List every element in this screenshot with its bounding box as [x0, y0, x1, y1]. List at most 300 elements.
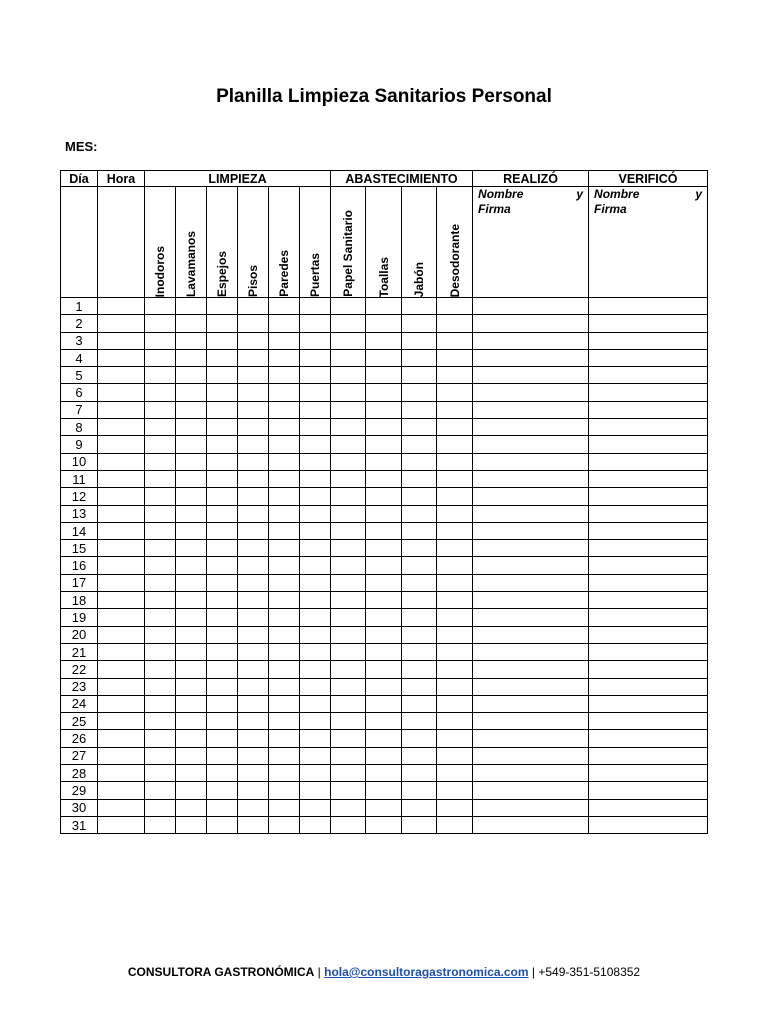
table-cell[interactable]	[331, 453, 366, 470]
table-cell[interactable]	[473, 505, 589, 522]
table-cell[interactable]	[207, 626, 238, 643]
table-cell[interactable]	[269, 557, 300, 574]
table-cell[interactable]	[145, 522, 176, 539]
table-cell[interactable]	[145, 384, 176, 401]
table-cell[interactable]	[589, 609, 708, 626]
table-cell[interactable]	[331, 522, 366, 539]
table-cell[interactable]	[238, 522, 269, 539]
table-cell[interactable]	[145, 505, 176, 522]
table-cell[interactable]	[402, 540, 437, 557]
table-cell[interactable]	[402, 367, 437, 384]
table-cell[interactable]	[269, 367, 300, 384]
footer-email-link[interactable]: hola@consultoragastronomica.com	[324, 965, 529, 979]
table-cell[interactable]	[437, 799, 473, 816]
table-cell[interactable]	[207, 298, 238, 315]
table-cell[interactable]	[145, 540, 176, 557]
table-cell[interactable]	[402, 782, 437, 799]
table-cell[interactable]	[145, 661, 176, 678]
table-cell[interactable]	[300, 765, 331, 782]
table-cell[interactable]	[366, 557, 402, 574]
table-cell[interactable]	[98, 695, 145, 712]
table-cell[interactable]	[98, 470, 145, 487]
table-cell[interactable]	[589, 713, 708, 730]
table-cell[interactable]	[145, 349, 176, 366]
table-cell[interactable]	[269, 470, 300, 487]
table-cell[interactable]	[145, 419, 176, 436]
table-cell[interactable]	[98, 401, 145, 418]
table-cell[interactable]	[207, 609, 238, 626]
table-cell[interactable]	[238, 557, 269, 574]
table-cell[interactable]	[176, 332, 207, 349]
table-cell[interactable]	[331, 730, 366, 747]
table-cell[interactable]	[207, 332, 238, 349]
table-cell[interactable]	[269, 540, 300, 557]
table-cell[interactable]	[402, 470, 437, 487]
table-cell[interactable]	[331, 488, 366, 505]
table-cell[interactable]	[331, 661, 366, 678]
table-cell[interactable]	[300, 315, 331, 332]
table-cell[interactable]	[98, 730, 145, 747]
table-cell[interactable]	[98, 747, 145, 764]
table-cell[interactable]	[402, 713, 437, 730]
table-cell[interactable]	[300, 747, 331, 764]
table-cell[interactable]	[437, 332, 473, 349]
table-cell[interactable]	[473, 298, 589, 315]
table-cell[interactable]	[473, 661, 589, 678]
table-cell[interactable]	[402, 505, 437, 522]
table-cell[interactable]	[473, 332, 589, 349]
table-cell[interactable]	[473, 367, 589, 384]
table-cell[interactable]	[366, 592, 402, 609]
table-cell[interactable]	[300, 661, 331, 678]
table-cell[interactable]	[300, 592, 331, 609]
table-cell[interactable]	[437, 782, 473, 799]
table-cell[interactable]	[589, 592, 708, 609]
table-cell[interactable]	[98, 349, 145, 366]
table-cell[interactable]	[207, 470, 238, 487]
table-cell[interactable]	[402, 349, 437, 366]
table-cell[interactable]	[98, 557, 145, 574]
table-cell[interactable]	[366, 574, 402, 591]
table-cell[interactable]	[437, 349, 473, 366]
table-cell[interactable]	[473, 592, 589, 609]
table-cell[interactable]	[300, 643, 331, 660]
table-cell[interactable]	[331, 436, 366, 453]
table-cell[interactable]	[300, 730, 331, 747]
table-cell[interactable]	[176, 713, 207, 730]
table-cell[interactable]	[98, 574, 145, 591]
table-cell[interactable]	[402, 816, 437, 833]
table-cell[interactable]	[207, 678, 238, 695]
table-cell[interactable]	[331, 747, 366, 764]
table-cell[interactable]	[589, 730, 708, 747]
table-cell[interactable]	[331, 765, 366, 782]
table-cell[interactable]	[402, 661, 437, 678]
table-cell[interactable]	[589, 626, 708, 643]
table-cell[interactable]	[402, 332, 437, 349]
table-cell[interactable]	[437, 505, 473, 522]
table-cell[interactable]	[402, 695, 437, 712]
table-cell[interactable]	[473, 782, 589, 799]
table-cell[interactable]	[437, 609, 473, 626]
table-cell[interactable]	[366, 765, 402, 782]
table-cell[interactable]	[300, 436, 331, 453]
table-cell[interactable]	[176, 557, 207, 574]
table-cell[interactable]	[269, 609, 300, 626]
table-cell[interactable]	[145, 643, 176, 660]
table-cell[interactable]	[269, 384, 300, 401]
table-cell[interactable]	[437, 384, 473, 401]
table-cell[interactable]	[331, 298, 366, 315]
table-cell[interactable]	[269, 661, 300, 678]
table-cell[interactable]	[98, 765, 145, 782]
table-cell[interactable]	[300, 695, 331, 712]
table-cell[interactable]	[145, 678, 176, 695]
table-cell[interactable]	[437, 643, 473, 660]
table-cell[interactable]	[402, 765, 437, 782]
table-cell[interactable]	[300, 522, 331, 539]
table-cell[interactable]	[589, 782, 708, 799]
table-cell[interactable]	[98, 332, 145, 349]
table-cell[interactable]	[366, 505, 402, 522]
table-cell[interactable]	[366, 782, 402, 799]
table-cell[interactable]	[300, 782, 331, 799]
table-cell[interactable]	[238, 298, 269, 315]
table-cell[interactable]	[437, 695, 473, 712]
table-cell[interactable]	[176, 643, 207, 660]
table-cell[interactable]	[366, 419, 402, 436]
table-cell[interactable]	[331, 315, 366, 332]
table-cell[interactable]	[145, 747, 176, 764]
table-cell[interactable]	[145, 730, 176, 747]
table-cell[interactable]	[207, 315, 238, 332]
table-cell[interactable]	[176, 661, 207, 678]
table-cell[interactable]	[269, 522, 300, 539]
table-cell[interactable]	[176, 488, 207, 505]
table-cell[interactable]	[145, 713, 176, 730]
table-cell[interactable]	[331, 816, 366, 833]
table-cell[interactable]	[176, 470, 207, 487]
table-cell[interactable]	[473, 349, 589, 366]
table-cell[interactable]	[269, 643, 300, 660]
table-cell[interactable]	[589, 505, 708, 522]
table-cell[interactable]	[331, 609, 366, 626]
table-cell[interactable]	[331, 799, 366, 816]
table-cell[interactable]	[145, 470, 176, 487]
table-cell[interactable]	[589, 765, 708, 782]
table-cell[interactable]	[437, 401, 473, 418]
table-cell[interactable]	[331, 626, 366, 643]
table-cell[interactable]	[98, 453, 145, 470]
table-cell[interactable]	[473, 574, 589, 591]
table-cell[interactable]	[473, 695, 589, 712]
table-cell[interactable]	[176, 367, 207, 384]
table-cell[interactable]	[300, 349, 331, 366]
table-cell[interactable]	[402, 522, 437, 539]
table-cell[interactable]	[207, 799, 238, 816]
table-cell[interactable]	[589, 747, 708, 764]
table-cell[interactable]	[437, 816, 473, 833]
table-cell[interactable]	[366, 695, 402, 712]
table-cell[interactable]	[269, 574, 300, 591]
table-cell[interactable]	[437, 436, 473, 453]
table-cell[interactable]	[238, 730, 269, 747]
table-cell[interactable]	[300, 367, 331, 384]
table-cell[interactable]	[402, 298, 437, 315]
table-cell[interactable]	[238, 332, 269, 349]
table-cell[interactable]	[366, 540, 402, 557]
table-cell[interactable]	[402, 592, 437, 609]
table-cell[interactable]	[269, 730, 300, 747]
table-cell[interactable]	[366, 470, 402, 487]
table-cell[interactable]	[473, 643, 589, 660]
table-cell[interactable]	[589, 470, 708, 487]
table-cell[interactable]	[145, 592, 176, 609]
table-cell[interactable]	[473, 419, 589, 436]
table-cell[interactable]	[473, 730, 589, 747]
table-cell[interactable]	[402, 747, 437, 764]
table-cell[interactable]	[176, 401, 207, 418]
table-cell[interactable]	[331, 782, 366, 799]
table-cell[interactable]	[473, 488, 589, 505]
table-cell[interactable]	[402, 384, 437, 401]
table-cell[interactable]	[366, 747, 402, 764]
table-cell[interactable]	[589, 315, 708, 332]
table-cell[interactable]	[589, 436, 708, 453]
table-cell[interactable]	[366, 609, 402, 626]
table-cell[interactable]	[269, 626, 300, 643]
table-cell[interactable]	[98, 522, 145, 539]
table-cell[interactable]	[331, 695, 366, 712]
table-cell[interactable]	[300, 298, 331, 315]
table-cell[interactable]	[176, 747, 207, 764]
table-cell[interactable]	[176, 730, 207, 747]
table-cell[interactable]	[300, 540, 331, 557]
table-cell[interactable]	[589, 332, 708, 349]
table-cell[interactable]	[269, 401, 300, 418]
table-cell[interactable]	[473, 626, 589, 643]
table-cell[interactable]	[145, 488, 176, 505]
table-cell[interactable]	[207, 713, 238, 730]
table-cell[interactable]	[473, 315, 589, 332]
table-cell[interactable]	[98, 298, 145, 315]
table-cell[interactable]	[145, 315, 176, 332]
table-cell[interactable]	[269, 332, 300, 349]
table-cell[interactable]	[238, 367, 269, 384]
table-cell[interactable]	[176, 384, 207, 401]
table-cell[interactable]	[269, 298, 300, 315]
table-cell[interactable]	[145, 609, 176, 626]
table-cell[interactable]	[207, 419, 238, 436]
table-cell[interactable]	[207, 349, 238, 366]
table-cell[interactable]	[366, 730, 402, 747]
table-cell[interactable]	[300, 574, 331, 591]
table-cell[interactable]	[176, 678, 207, 695]
table-cell[interactable]	[269, 419, 300, 436]
table-cell[interactable]	[238, 401, 269, 418]
table-cell[interactable]	[238, 643, 269, 660]
table-cell[interactable]	[402, 678, 437, 695]
table-cell[interactable]	[145, 765, 176, 782]
table-cell[interactable]	[207, 367, 238, 384]
table-cell[interactable]	[300, 488, 331, 505]
table-cell[interactable]	[300, 626, 331, 643]
table-cell[interactable]	[366, 661, 402, 678]
table-cell[interactable]	[207, 574, 238, 591]
table-cell[interactable]	[238, 695, 269, 712]
table-cell[interactable]	[98, 643, 145, 660]
table-cell[interactable]	[402, 315, 437, 332]
table-cell[interactable]	[98, 713, 145, 730]
table-cell[interactable]	[238, 816, 269, 833]
table-cell[interactable]	[145, 557, 176, 574]
table-cell[interactable]	[176, 522, 207, 539]
table-cell[interactable]	[98, 816, 145, 833]
table-cell[interactable]	[473, 799, 589, 816]
table-cell[interactable]	[473, 765, 589, 782]
table-cell[interactable]	[366, 453, 402, 470]
table-cell[interactable]	[269, 713, 300, 730]
table-cell[interactable]	[238, 453, 269, 470]
table-cell[interactable]	[98, 367, 145, 384]
table-cell[interactable]	[473, 401, 589, 418]
table-cell[interactable]	[238, 470, 269, 487]
table-cell[interactable]	[176, 349, 207, 366]
table-cell[interactable]	[238, 540, 269, 557]
table-cell[interactable]	[589, 574, 708, 591]
table-cell[interactable]	[589, 799, 708, 816]
table-cell[interactable]	[589, 540, 708, 557]
table-cell[interactable]	[366, 488, 402, 505]
table-cell[interactable]	[437, 419, 473, 436]
table-cell[interactable]	[207, 643, 238, 660]
table-cell[interactable]	[589, 488, 708, 505]
table-cell[interactable]	[331, 574, 366, 591]
table-cell[interactable]	[589, 298, 708, 315]
table-cell[interactable]	[331, 384, 366, 401]
table-cell[interactable]	[145, 367, 176, 384]
table-cell[interactable]	[437, 626, 473, 643]
table-cell[interactable]	[207, 557, 238, 574]
table-cell[interactable]	[300, 384, 331, 401]
table-cell[interactable]	[437, 765, 473, 782]
table-cell[interactable]	[145, 782, 176, 799]
table-cell[interactable]	[207, 436, 238, 453]
table-cell[interactable]	[207, 592, 238, 609]
table-cell[interactable]	[366, 522, 402, 539]
table-cell[interactable]	[437, 557, 473, 574]
table-cell[interactable]	[437, 315, 473, 332]
table-cell[interactable]	[589, 367, 708, 384]
table-cell[interactable]	[366, 367, 402, 384]
table-cell[interactable]	[176, 453, 207, 470]
table-cell[interactable]	[145, 298, 176, 315]
table-cell[interactable]	[437, 540, 473, 557]
table-cell[interactable]	[589, 522, 708, 539]
table-cell[interactable]	[269, 678, 300, 695]
table-cell[interactable]	[473, 609, 589, 626]
table-cell[interactable]	[238, 592, 269, 609]
table-cell[interactable]	[331, 643, 366, 660]
table-cell[interactable]	[402, 626, 437, 643]
table-cell[interactable]	[207, 695, 238, 712]
table-cell[interactable]	[473, 557, 589, 574]
table-cell[interactable]	[589, 661, 708, 678]
table-cell[interactable]	[366, 332, 402, 349]
table-cell[interactable]	[437, 661, 473, 678]
table-cell[interactable]	[269, 799, 300, 816]
table-cell[interactable]	[176, 419, 207, 436]
table-cell[interactable]	[300, 609, 331, 626]
table-cell[interactable]	[176, 816, 207, 833]
table-cell[interactable]	[366, 298, 402, 315]
table-cell[interactable]	[207, 661, 238, 678]
table-cell[interactable]	[300, 401, 331, 418]
table-cell[interactable]	[238, 782, 269, 799]
table-cell[interactable]	[207, 765, 238, 782]
table-cell[interactable]	[300, 557, 331, 574]
table-cell[interactable]	[331, 401, 366, 418]
table-cell[interactable]	[176, 436, 207, 453]
table-cell[interactable]	[207, 730, 238, 747]
table-cell[interactable]	[402, 609, 437, 626]
table-cell[interactable]	[366, 384, 402, 401]
table-cell[interactable]	[176, 592, 207, 609]
table-cell[interactable]	[437, 367, 473, 384]
table-cell[interactable]	[176, 540, 207, 557]
table-cell[interactable]	[402, 419, 437, 436]
table-cell[interactable]	[437, 574, 473, 591]
table-cell[interactable]	[437, 713, 473, 730]
table-cell[interactable]	[300, 453, 331, 470]
table-cell[interactable]	[207, 401, 238, 418]
table-cell[interactable]	[300, 799, 331, 816]
table-cell[interactable]	[366, 315, 402, 332]
table-cell[interactable]	[473, 436, 589, 453]
table-cell[interactable]	[207, 505, 238, 522]
table-cell[interactable]	[300, 678, 331, 695]
table-cell[interactable]	[145, 626, 176, 643]
table-cell[interactable]	[331, 592, 366, 609]
table-cell[interactable]	[98, 436, 145, 453]
table-cell[interactable]	[589, 453, 708, 470]
table-cell[interactable]	[145, 332, 176, 349]
table-cell[interactable]	[589, 643, 708, 660]
table-cell[interactable]	[269, 436, 300, 453]
table-cell[interactable]	[473, 540, 589, 557]
table-cell[interactable]	[300, 713, 331, 730]
table-cell[interactable]	[238, 713, 269, 730]
table-cell[interactable]	[437, 678, 473, 695]
table-cell[interactable]	[366, 799, 402, 816]
table-cell[interactable]	[145, 574, 176, 591]
table-cell[interactable]	[238, 505, 269, 522]
table-cell[interactable]	[589, 401, 708, 418]
table-cell[interactable]	[98, 782, 145, 799]
table-cell[interactable]	[589, 419, 708, 436]
table-cell[interactable]	[269, 782, 300, 799]
table-cell[interactable]	[98, 505, 145, 522]
table-cell[interactable]	[207, 816, 238, 833]
table-cell[interactable]	[366, 678, 402, 695]
table-cell[interactable]	[176, 298, 207, 315]
table-cell[interactable]	[473, 384, 589, 401]
table-cell[interactable]	[176, 505, 207, 522]
table-cell[interactable]	[145, 453, 176, 470]
table-cell[interactable]	[366, 436, 402, 453]
table-cell[interactable]	[269, 747, 300, 764]
table-cell[interactable]	[207, 782, 238, 799]
